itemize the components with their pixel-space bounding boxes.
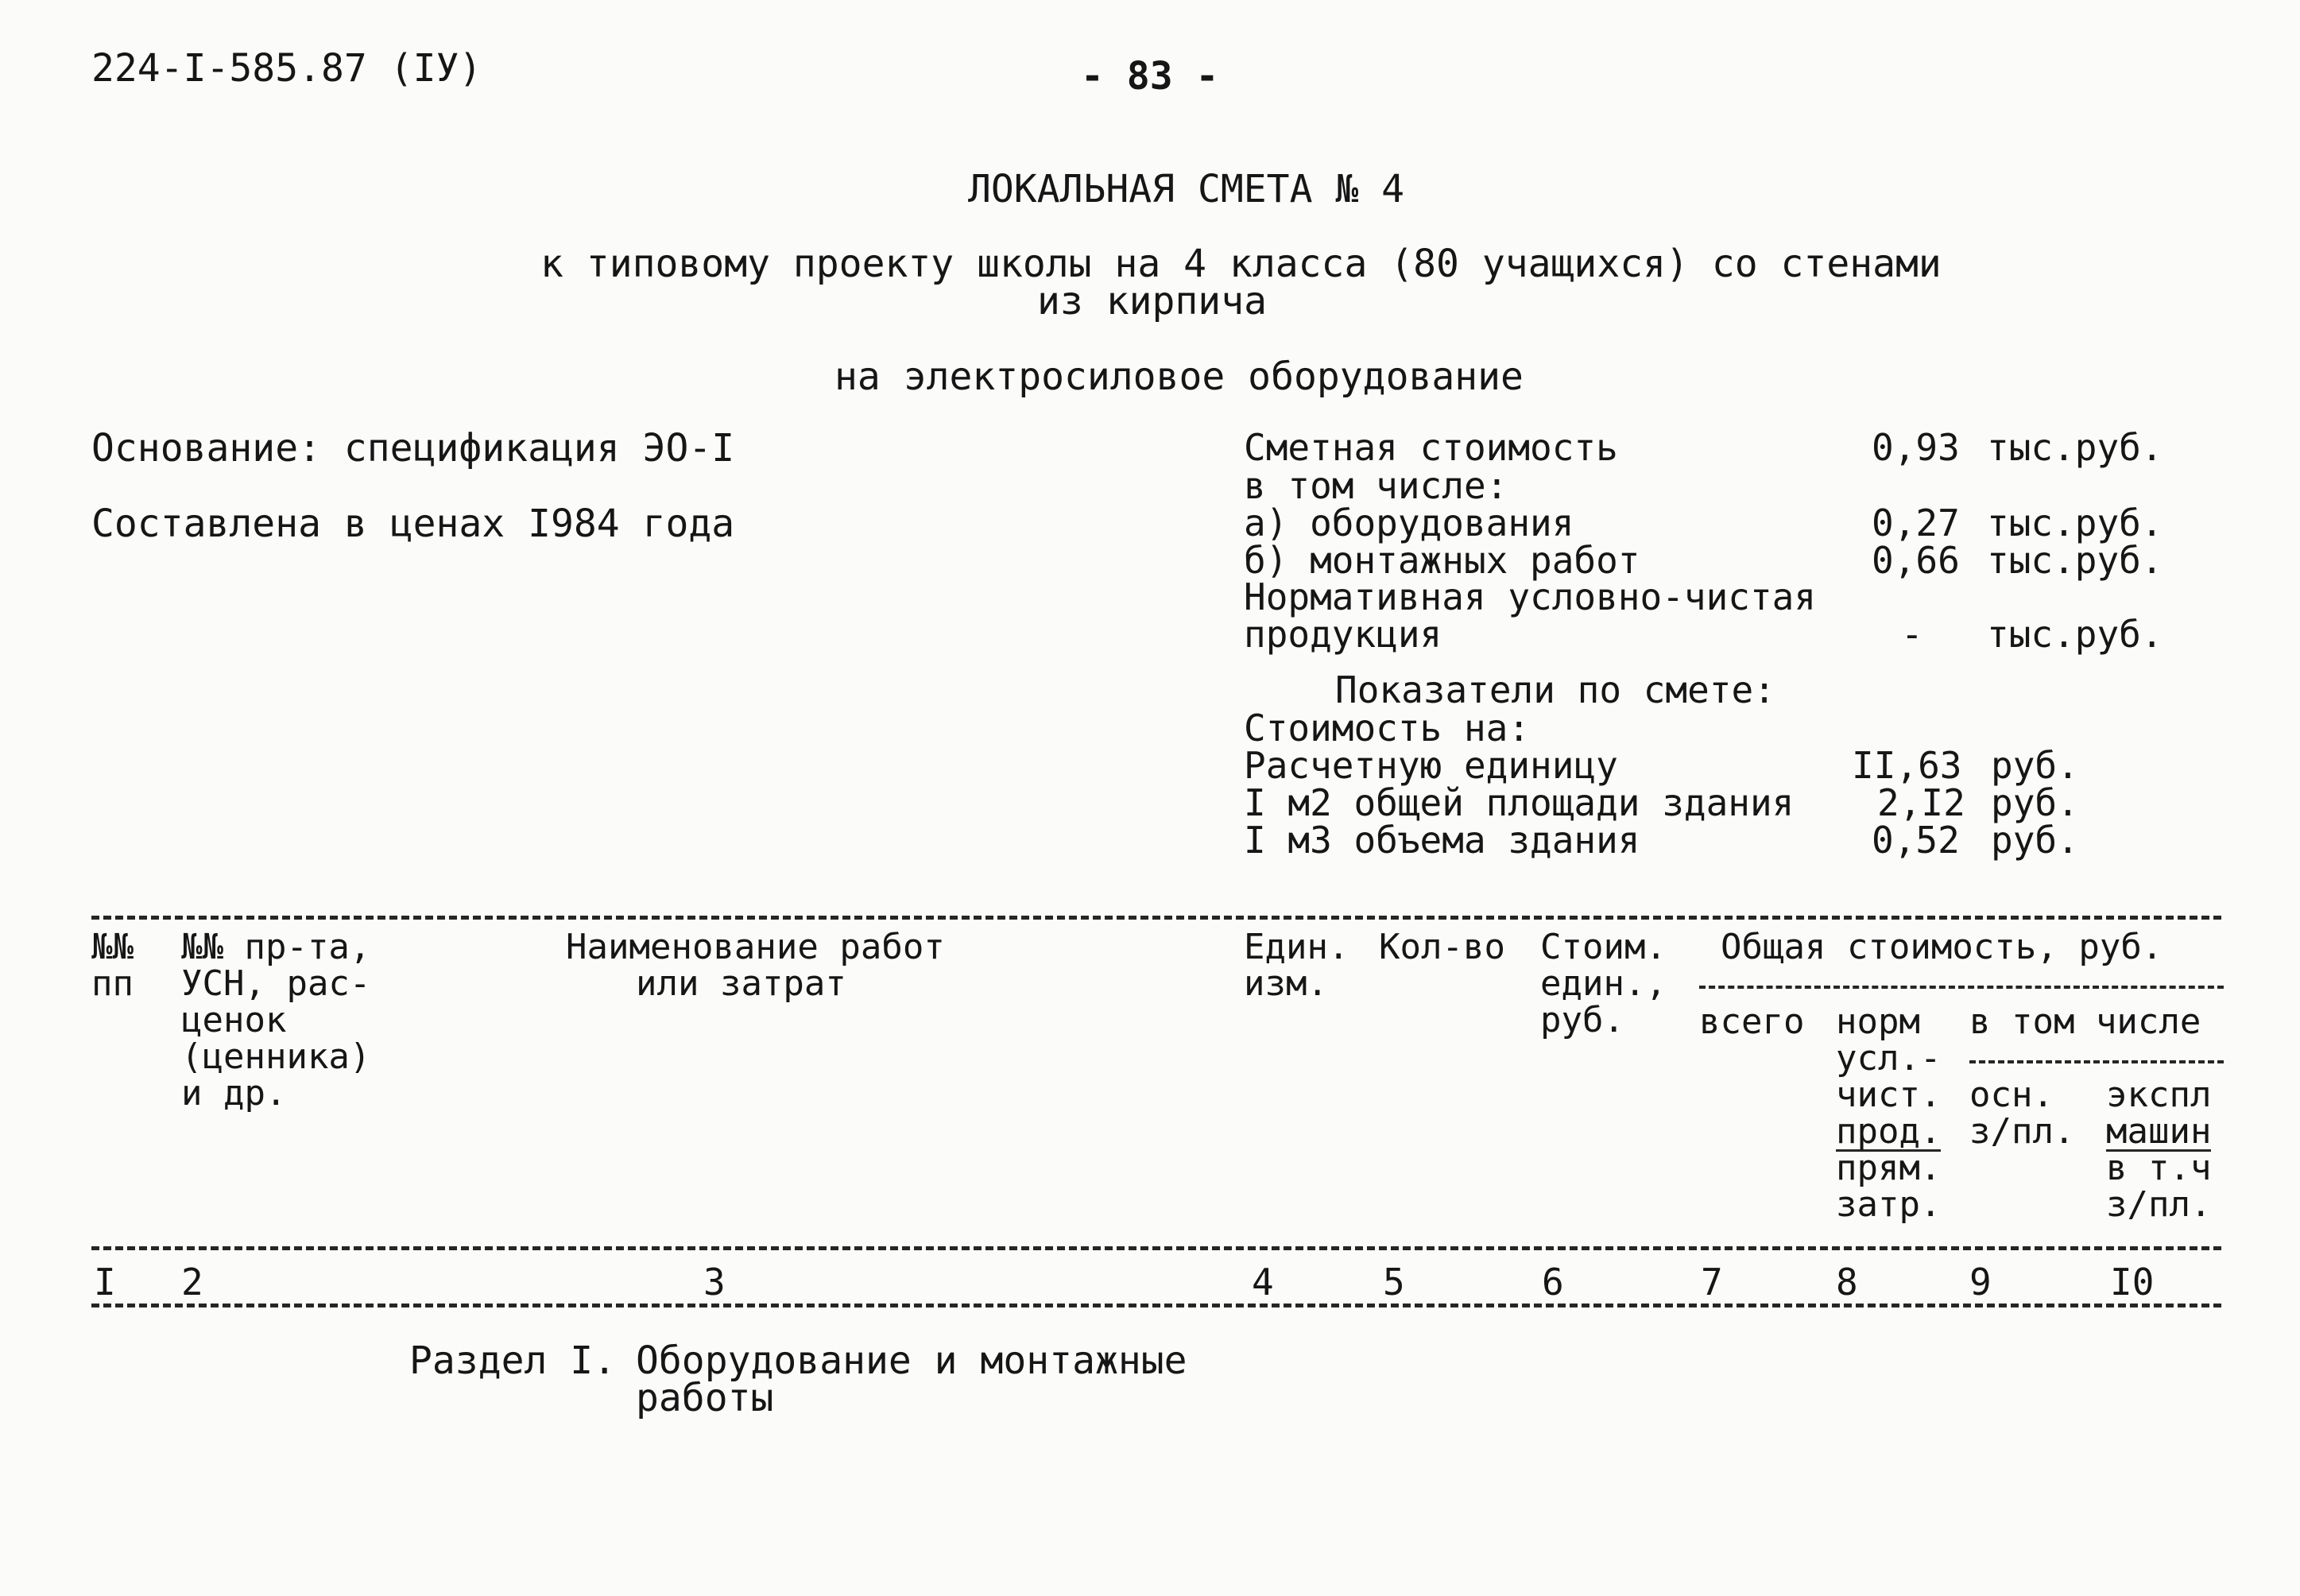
- normative-unit: тыс.руб.: [1987, 613, 2163, 656]
- including-header: в том числе: [1969, 1001, 2201, 1042]
- volume-rub: руб.: [1991, 819, 2079, 862]
- subject-line: на электросиловое оборудование: [834, 354, 1524, 399]
- column-number: 9: [1969, 1261, 1992, 1304]
- col10-header-line2: машин: [2106, 1111, 2212, 1152]
- col10-header-line4: з/пл.: [2106, 1184, 2212, 1225]
- col7-header: всего: [1699, 1001, 1805, 1042]
- column-number: 4: [1252, 1261, 1274, 1304]
- indicators-heading: Показатели по смете:: [1335, 668, 1775, 711]
- subtitle-line-2: из кирпича: [1037, 279, 1267, 323]
- column-number: 3: [703, 1261, 726, 1304]
- installation-unit: тыс.руб.: [1987, 539, 2163, 582]
- table-header-bottom-rule: [91, 1246, 2221, 1250]
- section-title-line2: работы: [636, 1376, 774, 1420]
- col6-header-line2: един.,: [1540, 963, 1667, 1004]
- col4-header-line1: Един.: [1244, 927, 1349, 967]
- total-cost-divider: [1699, 986, 2224, 989]
- col5-header: Кол-во: [1379, 927, 1505, 967]
- cost-on-label: Стоимость на:: [1244, 707, 1531, 750]
- page-title: ЛОКАЛЬНАЯ СМЕТА № 4: [968, 167, 1405, 211]
- page-number: - 83 -: [1081, 54, 1219, 99]
- col8-header-line5: прям.: [1836, 1148, 1942, 1188]
- column-number: 7: [1701, 1261, 1723, 1304]
- col8-header-line2: усл.-: [1836, 1038, 1942, 1079]
- col8-header-line4: прод.: [1836, 1111, 1942, 1152]
- col6-header-line1: Стоим.: [1540, 927, 1667, 967]
- col2-header-line5: и др.: [181, 1073, 287, 1114]
- equipment-label: а) оборудования: [1244, 502, 1574, 544]
- including-label: в том числе:: [1244, 464, 1508, 507]
- installation-label: б) монтажных работ: [1244, 539, 1640, 582]
- col8-header-line6: затр.: [1836, 1184, 1942, 1225]
- area-rub: руб.: [1991, 781, 2079, 824]
- col10-header-line1: экспл: [2106, 1075, 2212, 1115]
- subtitle-line-1: к типовому проекту школы на 4 класса (80 учащихся) со стенами: [540, 242, 1942, 286]
- col2-header-line3: ценок: [181, 1000, 287, 1040]
- calc-unit-value: II,63: [1852, 744, 1962, 787]
- col2-header-line1: №№ пр-та,: [181, 927, 371, 967]
- including-divider: [1969, 1060, 2224, 1063]
- column-number: 5: [1383, 1261, 1405, 1304]
- col8-header-line3: чист.: [1836, 1075, 1942, 1115]
- column-number: I0: [2110, 1261, 2155, 1304]
- area-value: 2,I2: [1877, 781, 1965, 824]
- installation-value: 0,66: [1872, 539, 1960, 582]
- column-number: 8: [1836, 1261, 1858, 1304]
- normative-value: -: [1901, 613, 1923, 656]
- section-title-line1: Оборудование и монтажные: [636, 1338, 1187, 1383]
- section-label: Раздел I.: [409, 1338, 617, 1383]
- col9-header-line1: осн.: [1969, 1075, 2054, 1115]
- equipment-value: 0,27: [1872, 502, 1960, 544]
- col3-header-line1: Наименование работ: [566, 927, 945, 967]
- col6-header-line3: руб.: [1540, 1000, 1624, 1040]
- col1-header-line1: №№: [91, 927, 134, 967]
- col4-header-line2: изм.: [1244, 963, 1328, 1004]
- volume-value: 0,52: [1872, 819, 1960, 862]
- column-numbers-rule: [91, 1304, 2221, 1307]
- col3-header-line2: или затрат: [636, 963, 846, 1004]
- col2-header-line2: УСН, рас-: [181, 963, 371, 1004]
- normative-label-1: Нормативная условно-чистая: [1244, 575, 1817, 618]
- area-label: I м2 общей площади здания: [1244, 781, 1795, 824]
- document-code: 224-I-585.87 (IУ): [91, 46, 482, 91]
- calc-unit-rub: руб.: [1991, 744, 2079, 787]
- basis-text: Основание: спецификация ЭО-I: [91, 426, 735, 471]
- col10-header-line3: в т.ч: [2106, 1148, 2212, 1188]
- col9-header-line2: з/пл.: [1969, 1111, 2075, 1152]
- table-top-rule: [91, 916, 2221, 920]
- volume-label: I м3 объема здания: [1244, 819, 1640, 862]
- estimated-cost-unit: тыс.руб.: [1987, 426, 2163, 469]
- estimated-cost-value: 0,93: [1872, 426, 1960, 469]
- col1-header-line2: пп: [91, 963, 134, 1004]
- calc-unit-label: Расчетную единицу: [1244, 744, 1618, 787]
- total-cost-header: Общая стоимость, руб.: [1721, 927, 2163, 967]
- col2-header-line4: (ценника): [181, 1036, 371, 1077]
- normative-label-2: продукция: [1244, 613, 1442, 656]
- column-number: I: [94, 1261, 116, 1304]
- column-number: 2: [181, 1261, 203, 1304]
- col8-header-line1: норм: [1836, 1001, 1920, 1042]
- estimated-cost-label: Сметная стоимость: [1244, 426, 1618, 469]
- column-number: 6: [1542, 1261, 1564, 1304]
- equipment-unit: тыс.руб.: [1987, 502, 2163, 544]
- prices-year-text: Составлена в ценах I984 года: [91, 502, 735, 546]
